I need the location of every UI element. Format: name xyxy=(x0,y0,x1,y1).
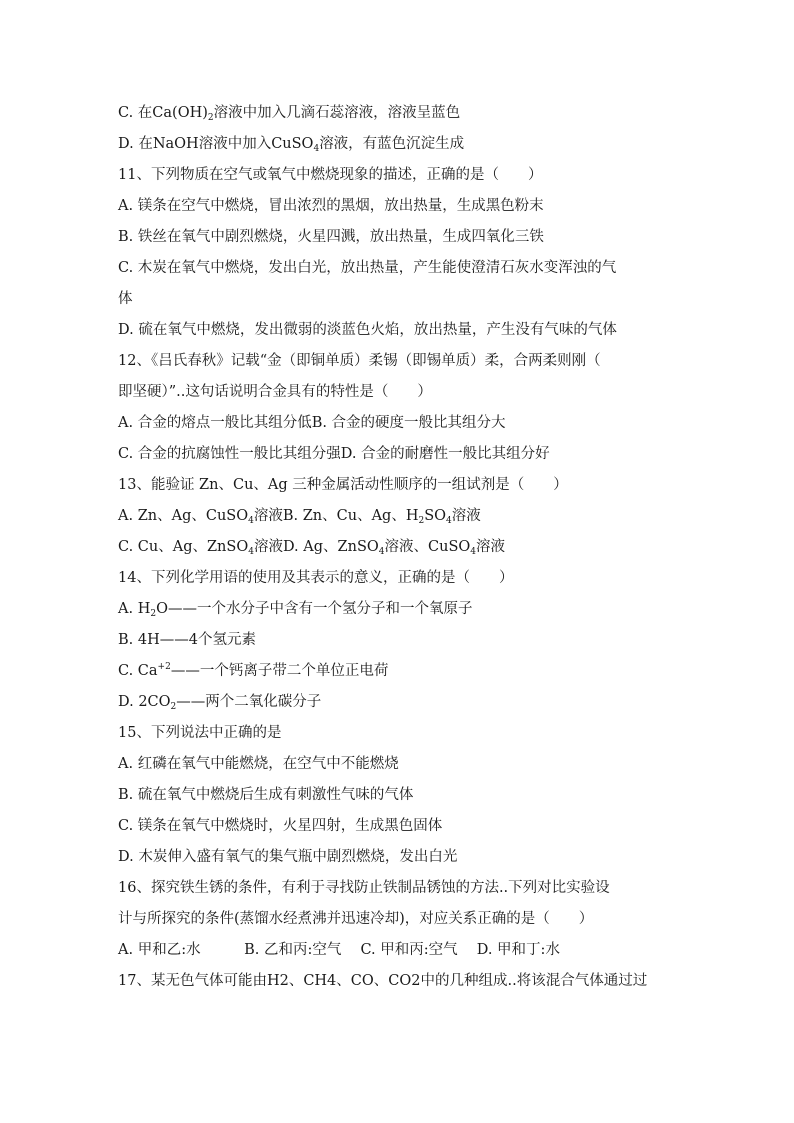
text-line: B. 硫在氧气中燃烧后生成有刺激性气味的气体 xyxy=(118,787,414,803)
text-line: A. $H_2O——$一个水分子中含有一个氢分子和一个氧原子 xyxy=(118,601,473,619)
text-line: 14、下列化学用语的使用及其表示的意义，正确的是（ ） xyxy=(118,570,514,586)
text-line: 即坚硬）”..这句话说明合金具有的特性是（ ） xyxy=(118,384,432,400)
text-line: 体 xyxy=(118,291,133,307)
text-line: C. 镁条在氧气中燃烧时，火星四射，生成黑色固体 xyxy=(118,818,443,834)
text-line: A. 甲和乙:水 B. 乙和丙:空气 C. 甲和丙:空气 D. 甲和丁:水 xyxy=(118,942,560,958)
text-line: D. 硫在氧气中燃烧，发出微弱的淡蓝色火焰，放出热量，产生没有气味的气体 xyxy=(118,322,617,338)
text-line: C. 合金的抗腐蚀性一般比其组分强D. 合金的耐磨性一般比其组分好 xyxy=(118,446,550,462)
text-line: 11、下列物质在空气或氧气中燃烧现象的描述，正确的是（ ） xyxy=(118,167,543,183)
text-line: A. Zn、Ag、CuSO$_4$溶液B. Zn、Cu、Ag、$H_2SO_4$溶液 xyxy=(118,508,481,526)
text-line: 12、《吕氏春秋》记载“金（即铜单质）柔锡（即锡单质）柔，合两柔则刚（ xyxy=(118,353,601,369)
text-line: A. 镁条在空气中燃烧，冒出浓烈的黑烟，放出热量，生成黑色粉末 xyxy=(118,198,544,214)
text-line: C. 木炭在氧气中燃烧，发出白光，放出热量，产生能使澄清石灰水变浑浊的气 xyxy=(118,260,617,276)
text-line: 17、某无色气体可能由H2、CH4、CO、CO2中的几种组成..将该混合气体通过过 xyxy=(118,973,648,989)
text-line: D. 木炭伸入盛有氧气的集气瓶中剧烈燃烧，发出白光 xyxy=(118,849,458,865)
text-line: D. $2CO_2——$两个二氧化碳分子 xyxy=(118,694,322,712)
text-line: 13、能验证 Zn、Cu、Ag 三种金属活动性顺序的一组试剂是（ ） xyxy=(118,477,568,493)
text-line: A. 合金的熔点一般比其组分低B. 合金的硬度一般比其组分大 xyxy=(118,415,506,431)
text-line: B. 4H——4个氢元素 xyxy=(118,632,256,648)
question-text-block xyxy=(118,98,678,997)
text-line: A. 红磷在氧气中能燃烧，在空气中不能燃烧 xyxy=(118,756,399,772)
text-line: 16、探究铁生锈的条件，有利于寻找防止铁制品锈蚀的方法..下列对比实验设 xyxy=(118,880,610,896)
text-line: D. 在NaOH溶液中加入CuSO$_4$溶液，有蓝色沉淀生成 xyxy=(118,136,465,154)
text-line: B. 铁丝在氧气中剧烈燃烧，火星四溅，放出热量，生成四氧化三铁 xyxy=(118,229,544,245)
text-line: C. 在$Ca(OH)_2$溶液中加入几滴石蕊溶液，溶液呈蓝色 xyxy=(118,105,461,123)
text-line: 计与所探究的条件(蒸馏水经煮沸并迅速冷却)，对应关系正确的是（ ） xyxy=(118,911,594,927)
text-line: 15、下列说法中正确的是 xyxy=(118,725,282,741)
text-line: C. $Ca^{+2}——$一个钙离子带二个单位正电荷 xyxy=(118,662,389,679)
text-line: C. Cu、Ag、ZnSO$_4$溶液D. Ag、ZnSO$_4$溶液、CuSO$_4$溶液 xyxy=(118,539,506,557)
